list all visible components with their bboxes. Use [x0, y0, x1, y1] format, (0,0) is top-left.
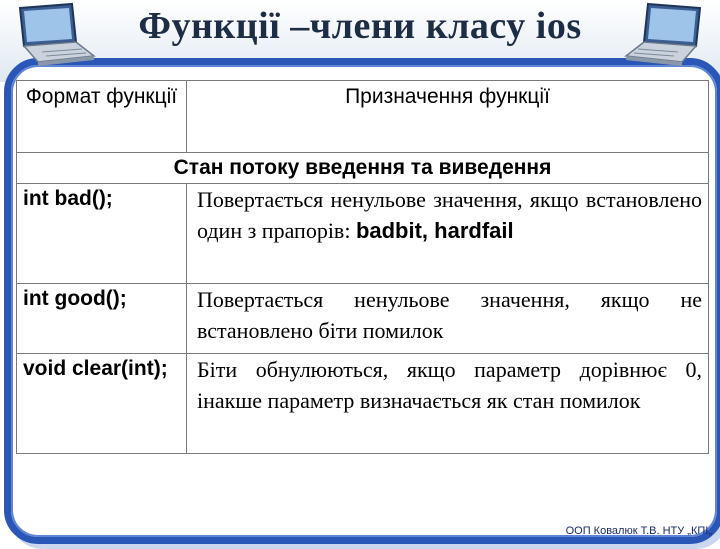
- function-name: int bad();: [17, 184, 187, 284]
- description-keywords: badbit, hardfail: [355, 218, 514, 243]
- function-description: [187, 184, 709, 284]
- table-row: [17, 284, 709, 354]
- description-text: Повертається ненульове значення, якщо встановлено один з прапорів:: [197, 187, 702, 243]
- header-format: Формат функції: [17, 81, 187, 153]
- section-row: [17, 153, 709, 184]
- function-description: [187, 284, 709, 354]
- table-row: [17, 354, 709, 454]
- footer-credit: ООП Ковалюк Т.В. НТУ „КПІ„: [565, 525, 712, 537]
- section-title: Стан потоку введення та виведення: [17, 153, 709, 184]
- header-purpose: Призначення функції: [187, 81, 709, 153]
- function-name: int good();: [17, 284, 187, 354]
- function-description: [187, 354, 709, 454]
- description-text: Біти обнулюються, якщо параметр дорівнює 0, інакше параметр визначається як стан помилок: [197, 357, 702, 413]
- function-name: void clear(int);: [17, 354, 187, 454]
- table-row: [17, 184, 709, 284]
- description-text: Повертається ненульове значення, якщо не встановлено біти помилок: [197, 287, 702, 343]
- functions-table: [16, 80, 709, 454]
- table-header-row: [17, 81, 709, 153]
- slide-title: Функції –члени класу ios: [138, 5, 582, 47]
